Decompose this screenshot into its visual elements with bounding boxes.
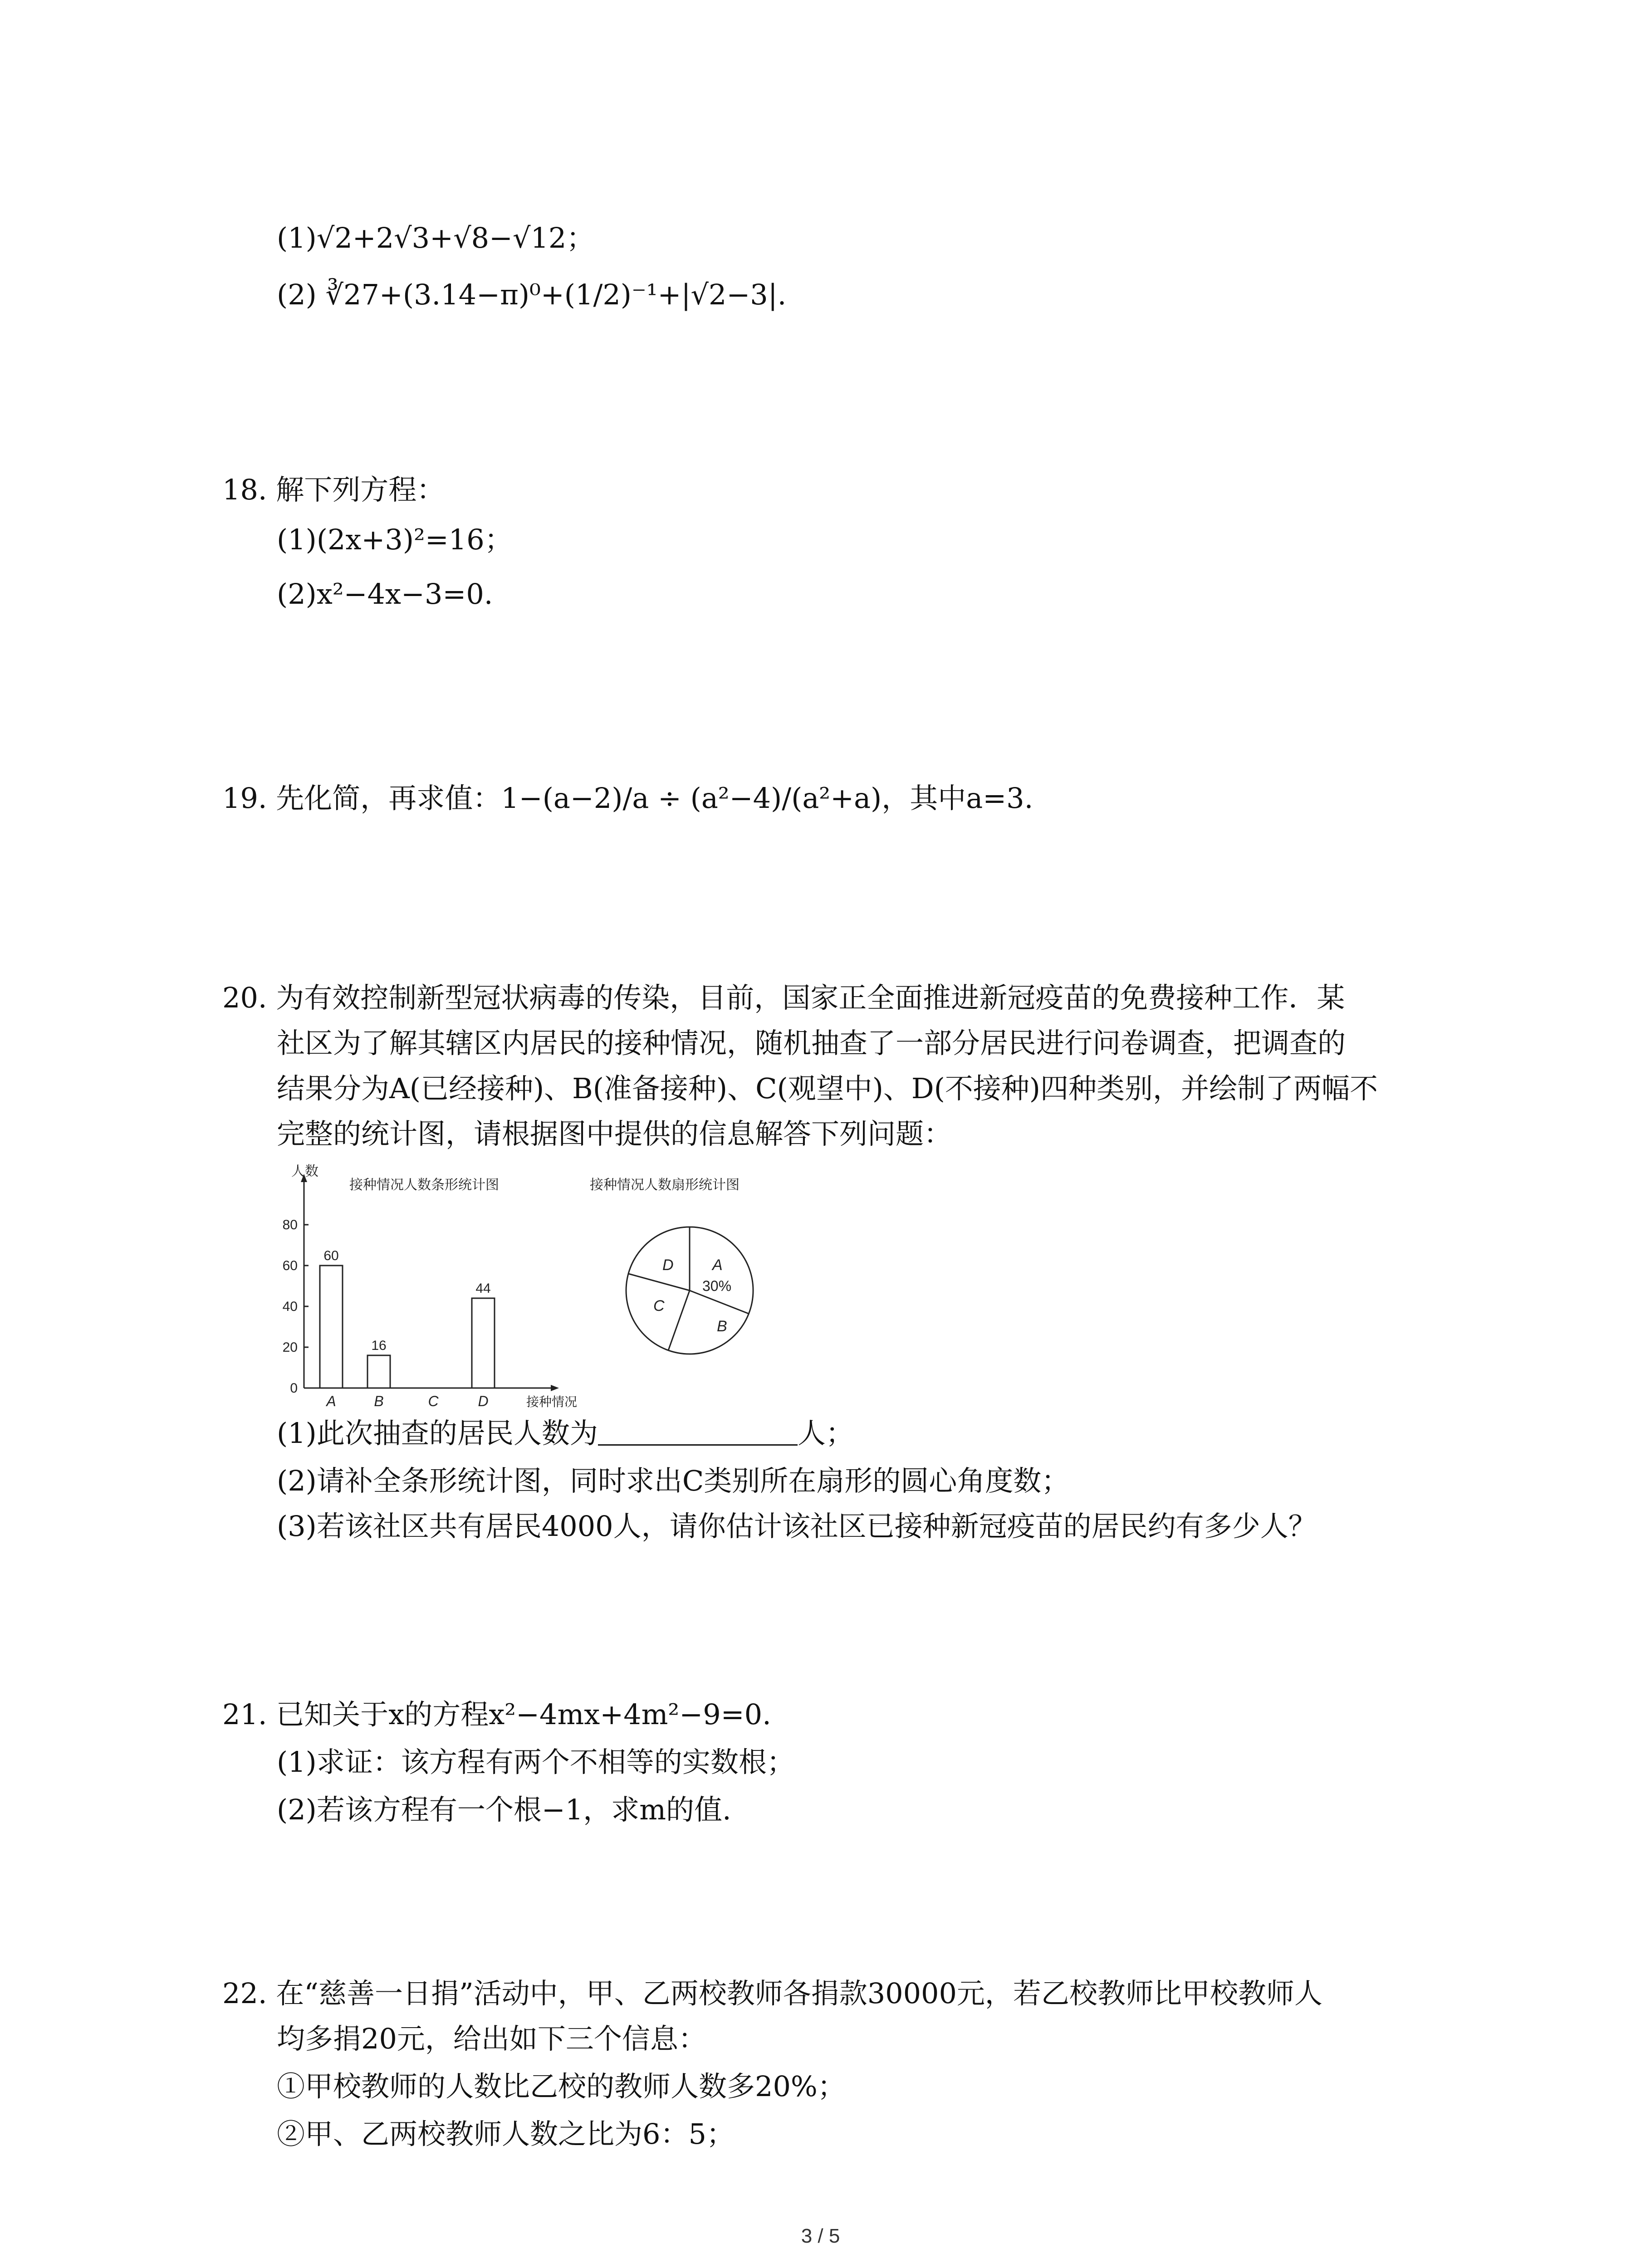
q20-part1-text: (1)此次抽查的居民人数为 [277, 1417, 598, 1450]
y-tick-label: 20 [282, 1340, 298, 1355]
q18-part2: (2)x²−4x−3=0. [277, 577, 493, 611]
bar-chart-title: 接种情况人数条形统计图 [349, 1178, 499, 1193]
q20-part1-unit: 人； [797, 1417, 854, 1450]
q20-part2: (2)请补全条形统计图，同时求出C类别所在扇形的圆心角度数； [277, 1464, 1070, 1497]
q22-info1: ①甲校教师的人数比乙校的教师人数多20%； [277, 2070, 846, 2103]
page-number: 3 / 5 [801, 2225, 840, 2247]
q17-part1: (1)√2+2√3+√8−√12； [277, 221, 595, 254]
q20-line2: 社区为了解其辖区内居民的接种情况，随机抽查了一部分居民进行问卷调查，把调查的 [277, 1026, 1346, 1060]
bar-data-label: 16 [371, 1338, 387, 1353]
y-tick-label: 40 [282, 1299, 298, 1314]
q21-part1: (1)求证：该方程有两个不相等的实数根； [277, 1745, 795, 1779]
bar-d [472, 1298, 495, 1388]
x-category-label: D [478, 1393, 489, 1409]
q22-info2: ②甲、乙两校教师人数之比为6：5； [277, 2117, 735, 2151]
q20-line4: 完整的统计图，请根据图中提供的信息解答下列问题： [277, 1117, 952, 1150]
bar-chart-xlabel: 接种情况 [526, 1395, 578, 1409]
q18-title: 18. 解下列方程： [222, 473, 445, 506]
q20-part3: (3)若该社区共有居民4000人，请你估计该社区已接种新冠疫苗的居民约有多少人？ [277, 1510, 1317, 1543]
bar-chart [254, 1161, 599, 1415]
q20-part1 [277, 1415, 854, 1452]
bar-a [320, 1266, 343, 1388]
y-tick-label: 0 [290, 1381, 298, 1396]
pie-label-a-percent: 30% [702, 1278, 732, 1294]
pie-chart-title: 接种情况人数扇形统计图 [590, 1178, 740, 1193]
q18-part1: (1)(2x+3)²=16； [277, 523, 513, 556]
pie-label-d: D [662, 1256, 674, 1274]
bar-data-label: 44 [475, 1281, 491, 1296]
q19-text: 19. 先化简，再求值：1−(a−2)/a ÷ (a²−4)/(a²+a)，其中a=3. [222, 782, 1034, 815]
bar-data-label: 60 [323, 1248, 339, 1263]
bar-chart-ylabel: 人数 [291, 1164, 318, 1179]
q21-text: 21. 已知关于x的方程x²−4mx+4m²−9=0. [222, 1698, 771, 1731]
q20-line1: 20. 为有效控制新型冠状病毒的传染，目前，国家正全面推进新冠疫苗的免费接种工作．某 [222, 981, 1345, 1014]
pie-label-a: A [712, 1256, 723, 1274]
x-category-label: A [326, 1393, 336, 1409]
bar-chart-x-arrow [551, 1385, 559, 1391]
x-category-label: B [374, 1393, 384, 1409]
x-category-label: C [428, 1393, 439, 1409]
q20-line3: 结果分为A(已经接种)、B(准备接种)、C(观望中)、D(不接种)四种类别，并绘制了两幅不 [277, 1072, 1378, 1105]
pie-label-c: C [653, 1297, 665, 1315]
pie-label-b: B [717, 1318, 727, 1335]
y-tick-label: 80 [282, 1217, 298, 1232]
pie-divider-4 [628, 1274, 690, 1290]
q22-line2: 均多捐20元，给出如下三个信息： [277, 2022, 706, 2055]
q21-part2: (2)若该方程有一个根−1，求m的值. [277, 1793, 731, 1826]
pie-divider-3 [668, 1290, 690, 1350]
answer-blank [598, 1421, 798, 1446]
pie-chart [581, 1175, 817, 1402]
y-tick-label: 60 [282, 1258, 298, 1273]
q22-line1: 22. 在“慈善一日捐”活动中，甲、乙两校教师各捐款30000元，若乙校教师比甲校教师人 [222, 1977, 1323, 2010]
bar-b [367, 1355, 390, 1388]
q17-part2: (2) ∛27+(3.14−π)⁰+(1/2)⁻¹+|√2−3|. [277, 278, 787, 311]
